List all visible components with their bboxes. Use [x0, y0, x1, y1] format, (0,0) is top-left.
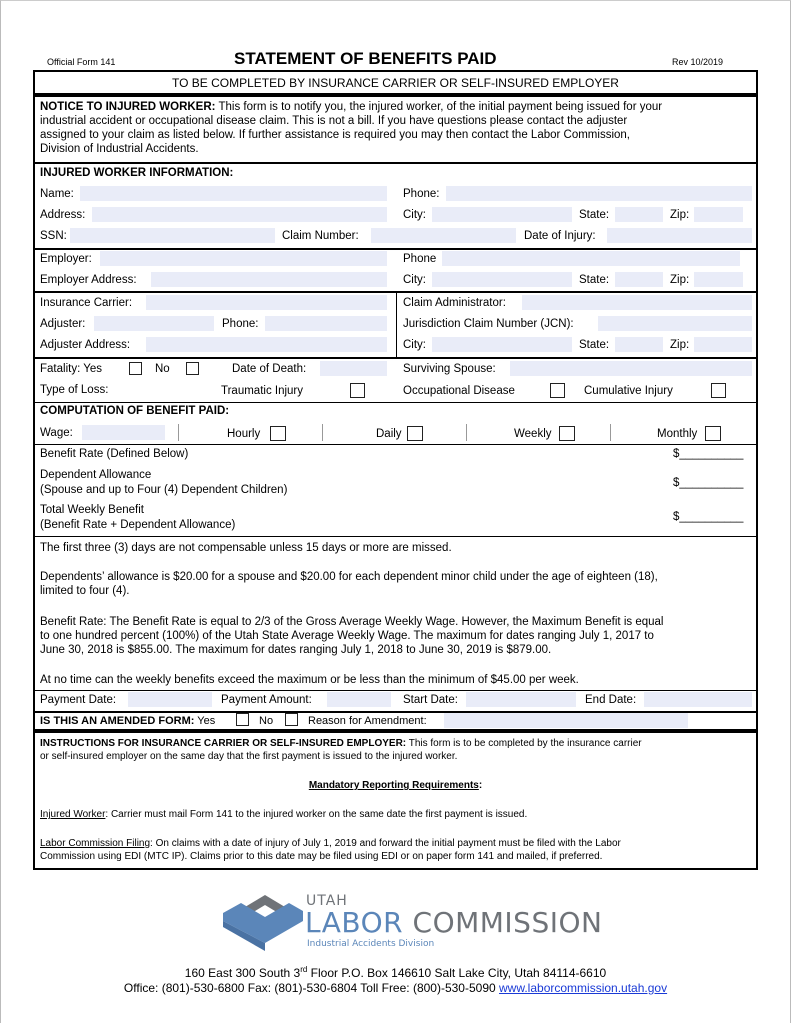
- subtitle: TO BE COMPLETED BY INSURANCE CARRIER OR SELF-INSURED EMPLOYER: [172, 76, 619, 90]
- divider: [33, 248, 758, 250]
- amended-no-label: No: [259, 715, 274, 727]
- instructions-line-2: or self-insured employer on the same day that the first payment is issued to the injured worker.: [40, 751, 458, 762]
- hourly-label: Hourly: [227, 428, 261, 440]
- worker-name-field[interactable]: [80, 186, 387, 201]
- carrier-field[interactable]: [146, 295, 387, 310]
- payment-amount-label: Payment Amount:: [221, 694, 312, 706]
- employer-phone-field[interactable]: [442, 251, 740, 266]
- traumatic-label: Traumatic Injury: [221, 385, 304, 397]
- notice-line-3: assigned to your claim as listed below. If further assistance is required you may then contact the Labor Commission,: [40, 129, 630, 141]
- logo-wordmark: LABOR COMMISSION: [305, 906, 603, 939]
- worker-name-label: Name:: [40, 188, 74, 200]
- logo-division: Industrial Accidents Division: [307, 939, 435, 949]
- adjuster-city-label: City:: [403, 339, 426, 351]
- amendment-reason-label: Reason for Amendment:: [308, 715, 427, 727]
- computation-heading: COMPUTATION OF BENEFIT PAID:: [40, 405, 230, 417]
- worker-city-label: City:: [403, 209, 426, 221]
- mandatory-heading: Mandatory Reporting Requirements:: [308, 780, 483, 791]
- amendment-reason-field[interactable]: [444, 713, 688, 728]
- worker-ssn-field[interactable]: [70, 228, 275, 243]
- employer-city-field[interactable]: [432, 272, 572, 287]
- monthly-checkbox[interactable]: [705, 426, 721, 441]
- weekly-checkbox[interactable]: [559, 426, 575, 441]
- cumulative-checkbox[interactable]: [711, 383, 726, 398]
- dep-allowance-note: (Spouse and up to Four (4) Dependent Children): [40, 484, 288, 496]
- worker-doi-field[interactable]: [607, 228, 752, 243]
- type-of-loss-label: Type of Loss:: [40, 384, 109, 396]
- column-divider: [466, 424, 467, 441]
- fatality-no-checkbox[interactable]: [186, 362, 199, 375]
- column-divider: [610, 424, 611, 441]
- divider: [33, 690, 758, 691]
- column-divider: [396, 293, 397, 357]
- dep-allowance-amount[interactable]: $__________: [673, 477, 744, 489]
- employer-phone-label: Phone: [403, 253, 437, 265]
- payment-date-field[interactable]: [128, 692, 212, 707]
- notice-line-4: Division of Industrial Accidents.: [40, 143, 199, 155]
- adjuster-address-label: Adjuster Address:: [40, 339, 131, 351]
- divider: [33, 444, 758, 445]
- worker-claim-field[interactable]: [371, 228, 516, 243]
- surviving-spouse-field[interactable]: [510, 361, 752, 376]
- website-link[interactable]: www.laborcommission.utah.gov: [499, 981, 668, 995]
- employer-state-label: State:: [579, 274, 610, 286]
- form-title: STATEMENT OF BENEFITS PAID: [234, 49, 497, 68]
- total-weekly-note: (Benefit Rate + Dependent Allowance): [40, 519, 236, 531]
- occupational-checkbox[interactable]: [550, 383, 565, 398]
- end-date-label: End Date:: [585, 694, 637, 706]
- adjuster-state-label: State:: [579, 339, 610, 351]
- worker-zip-label: Zip:: [670, 209, 690, 221]
- worker-zip-field[interactable]: [694, 207, 743, 222]
- adjuster-city-field[interactable]: [432, 337, 572, 352]
- jcn-label: Jurisdiction Claim Number (JCN):: [403, 318, 574, 330]
- claim-admin-field[interactable]: [522, 295, 752, 310]
- start-date-label: Start Date:: [403, 694, 458, 706]
- rule-benefit-line-3: June 30, 2018 is $855.00. The maximum for dates ranging July 1, 2018 to June 30, 2019 is $879.00.: [40, 644, 552, 656]
- start-date-field[interactable]: [466, 692, 576, 707]
- footer-address: 160 East 300 South 3rd Floor P.O. Box 146610 Salt Lake City, Utah 84114-6610: [184, 965, 607, 980]
- traumatic-checkbox[interactable]: [350, 383, 365, 398]
- divider: [33, 402, 758, 403]
- employer-address-field[interactable]: [151, 272, 387, 287]
- worker-phone-field[interactable]: [446, 186, 752, 201]
- adjuster-address-field[interactable]: [146, 337, 387, 352]
- carrier-label: Insurance Carrier:: [40, 297, 133, 309]
- wage-field[interactable]: [82, 425, 165, 440]
- divider: [33, 536, 758, 537]
- rule-dependents-line-2: limited to four (4).: [40, 585, 130, 597]
- worker-address-label: Address:: [40, 209, 86, 221]
- benefit-rate-label: Benefit Rate (Defined Below): [40, 448, 189, 460]
- adjuster-field[interactable]: [94, 316, 214, 331]
- adjuster-zip-label: Zip:: [670, 339, 690, 351]
- logo-utah: UTAH: [306, 893, 348, 909]
- payment-amount-field[interactable]: [327, 692, 391, 707]
- claim-admin-label: Claim Administrator:: [403, 297, 506, 309]
- fatality-yes-checkbox[interactable]: [129, 362, 142, 375]
- column-divider: [322, 424, 323, 441]
- total-weekly-label: Total Weekly Benefit: [40, 504, 144, 516]
- footer-contacts: Office: (801)-530-6800 Fax: (801)-530-6804 Toll Free: (800)-530-5090 www.laborcommission.utah.gov: [123, 981, 668, 995]
- worker-claim-label: Claim Number:: [282, 230, 359, 242]
- form-number: Official Form 141: [47, 57, 116, 67]
- notice-line-2: industrial accident or occupational disease claim. This is not a bill. If you have questions please contact the adjuster: [40, 115, 628, 127]
- adjuster-phone-label: Phone:: [222, 318, 259, 330]
- employer-field[interactable]: [100, 251, 387, 266]
- worker-state-field[interactable]: [615, 207, 663, 222]
- dep-allowance-label: Dependent Allowance: [40, 469, 152, 481]
- divider: [33, 162, 758, 164]
- amended-label: IS THIS AN AMENDED FORM: Yes: [40, 715, 216, 727]
- total-weekly-amount[interactable]: $__________: [673, 511, 744, 523]
- adjuster-zip-field[interactable]: [694, 337, 752, 352]
- amended-no-checkbox[interactable]: [285, 713, 298, 726]
- occupational-label: Occupational Disease: [403, 385, 515, 397]
- rule-compensable-days: The first three (3) days are not compensable unless 15 days or more are missed.: [40, 542, 452, 554]
- rule-benefit-line-2: to one hundred percent (100%) of the Utah State Average Weekly Wage. The maximum for dates ranging July 1, 2017 to: [40, 630, 654, 642]
- date-of-death-field[interactable]: [320, 361, 387, 376]
- monthly-label: Monthly: [657, 428, 698, 440]
- fatality-label: Fatality: Yes: [40, 363, 103, 375]
- employer-state-field[interactable]: [615, 272, 663, 287]
- wage-label: Wage:: [40, 427, 73, 439]
- worker-heading: INJURED WORKER INFORMATION:: [40, 167, 234, 179]
- employer-zip-field[interactable]: [694, 272, 743, 287]
- employer-city-label: City:: [403, 274, 426, 286]
- divider: [33, 357, 758, 359]
- daily-checkbox[interactable]: [407, 426, 423, 441]
- column-divider: [178, 424, 179, 441]
- rule-benefit-line-1: Benefit Rate: The Benefit Rate is equal to 2/3 of the Gross Average Weekly Wage. However, the Maximum Benefit is equal: [40, 616, 664, 628]
- hourly-checkbox[interactable]: [270, 426, 286, 441]
- worker-address-field[interactable]: [92, 207, 387, 222]
- instructions-line-1: INSTRUCTIONS FOR INSURANCE CARRIER OR SELF-INSURED EMPLOYER: This form is to be completed by the insurance carrier: [40, 738, 642, 749]
- employer-address-label: Employer Address:: [40, 274, 137, 286]
- injured-worker-requirement: Injured Worker: Carrier must mail Form 141 to the injured worker on the same date the first payment is issued.: [40, 809, 528, 820]
- worker-phone-label: Phone:: [403, 188, 440, 200]
- payment-date-label: Payment Date:: [40, 694, 117, 706]
- end-date-field[interactable]: [644, 692, 752, 707]
- worker-state-label: State:: [579, 209, 610, 221]
- employer-label: Employer:: [40, 253, 92, 265]
- cumulative-label: Cumulative Injury: [584, 385, 673, 397]
- amended-yes-checkbox[interactable]: [236, 713, 249, 726]
- fatality-no-label: No: [155, 363, 170, 375]
- form-revision: Rev 10/2019: [672, 57, 724, 67]
- daily-label: Daily: [376, 428, 402, 440]
- adjuster-label: Adjuster:: [40, 318, 86, 330]
- notice-line-1: NOTICE TO INJURED WORKER: This form is to notify you, the injured worker, of the initial payment being issued for your: [40, 101, 663, 113]
- lc-filing-line-1: Labor Commission Filing: On claims with a date of injury of July 1, 2019 and forward the initial payment must be filed with the Labor: [40, 838, 621, 849]
- worker-doi-label: Date of Injury:: [524, 230, 596, 242]
- date-of-death-label: Date of Death:: [232, 363, 307, 375]
- adjuster-state-field[interactable]: [615, 337, 663, 352]
- rule-min-max: At no time can the weekly benefits exceed the maximum or be less than the minimum of $45.00 per week.: [40, 674, 579, 686]
- surviving-spouse-label: Surviving Spouse:: [403, 363, 496, 375]
- weekly-label: Weekly: [514, 428, 552, 440]
- benefit-rate-amount[interactable]: $__________: [673, 448, 744, 460]
- rule-dependents-line-1: Dependents’ allowance is $20.00 for a spouse and $20.00 for each dependent minor child under the age of eighteen (18),: [40, 571, 658, 583]
- building-chevron-logo-icon: [223, 893, 303, 951]
- worker-ssn-label: SSN:: [40, 230, 67, 242]
- adjuster-phone-field[interactable]: [265, 316, 387, 331]
- worker-city-field[interactable]: [432, 207, 572, 222]
- employer-zip-label: Zip:: [670, 274, 690, 286]
- jcn-field[interactable]: [598, 316, 752, 331]
- lc-filing-line-2: Commission using EDI (MTC IP). Claims prior to this date may be filed using EDI or on paper form 141 and mailed, if preferred.: [40, 851, 603, 862]
